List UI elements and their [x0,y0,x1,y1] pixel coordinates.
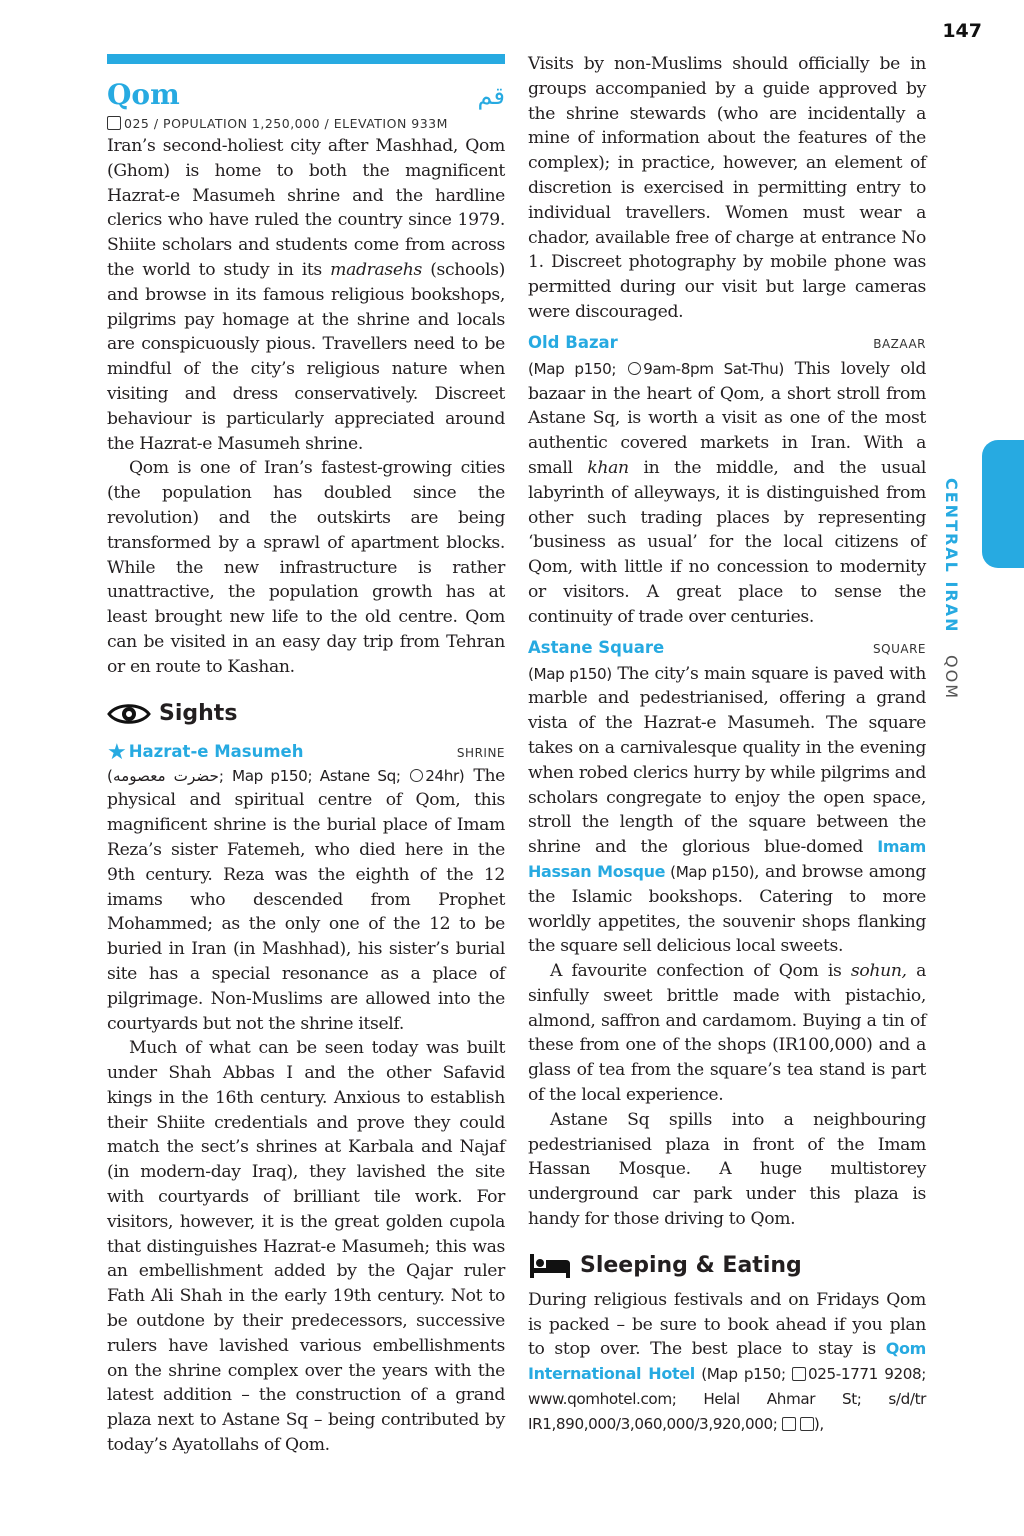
city-elevation: ELEVATION 933M [333,116,448,131]
hotel-info: (Map p150; 025-1771 9208; www.qomhotel.com; Helal Ahmar St; s/d/tr IR1,890,000/3,060,000/3,920,000; ), [528,1365,926,1433]
astane-entry-name[interactable]: Astane Square [528,637,665,657]
city-header [107,78,505,110]
city-population: POPULATION 1,250,000 [163,116,321,131]
astane-entry-header [528,638,926,662]
hazrat-entry-type: SHRINE [456,745,505,760]
star-icon: ★ [107,739,127,765]
qom-international-hotel-link[interactable]: Qom International Hotel [528,1339,926,1384]
phone-icon [107,116,121,130]
right-column [528,52,926,1437]
clock-icon [628,362,641,375]
intro-paragraph-2: Qom is one of Iran’s fastest-growing cities (the population has doubled since the revolution) and the outskirts are being transformed by a sprawl of apartment blocks. While the new infrastructure is rather unattractive, the population growth has at least brought new life to the old centre. Qom can be visited in an easy day trip from Tehran or en route to Kashan. [107,458,505,677]
hazrat-entry-name[interactable]: Hazrat-e Masumeh [128,741,304,761]
air-conditioning-icon [782,1417,796,1431]
meta-separator: / [320,116,334,131]
hazrat-paragraph-3: Visits by non-Muslims should officially be in groups accompanied by a guide approved by the shrine stewards (who are incidentally a mine of information about the features of the complex); in practice, however, an element of discretion is exercised in permitting entry to individual travellers. Women must wear a chador, available free of charge at entrance No 1. Discreet photography by mobile phone was permitted during our visit but large cameras were discouraged. [528,54,926,322]
left-column [107,52,505,1458]
intro-paragraph-1: Iran’s second-holiest city after Mashhad, Qom (Ghom) is home to both the magnificent Hazrat-e Masumeh shrine and the hardline clerics who have ruled the country since 1979. Shiite scholars and students come from across the world to study in its madrasehs (schools) and browse in its famous religious bookshops, pilgrims pay homage at the shrine and locals are conspicuously pious. Travellers need to be mindful of the city’s religious nature when visiting and dress conservatively. Discreet behaviour is particularly appreciated around the Hazrat-e Masumeh shrine. [107,136,505,454]
imam-hassan-mosque-link[interactable]: Imam Hassan Mosque [528,837,926,881]
imam-hassan-info: (Map p150) [665,862,755,881]
sleeping-paragraph: During religious festivals and on Fridays Qom is packed – be sure to book ahead if you plan to stop over. The best place to stay is Qom International Hotel (Map p150; 025-1771 9208; www.qomhotel.com; Helal Ahmar St; s/d/tr IR1,890,000/3,060,000/3,920,000; ), [528,1289,926,1433]
city-phone-code: 025 [124,116,150,131]
hazrat-paragraph-2: Much of what can be seen today was built under Shah Abbas I and the other Safavid kings in the 16th century. Anxious to establish their Shiite credentials and prove they could match the sect’s shrines at Karbala and Najaf (in modern-day Iraq), they lavished the site with courtyards of brilliant tile work. For visitors, however, it is the great golden cupola that distinguishes Hazrat-e Masumeh; this was an embellishment added by the Qajar ruler Fath Ali Shah in the early 19th century. Not to be outdone by their predecessors, successive rulers have lavished various embellishments on the shrine complex over the years with the latest addition – the construction of a grand plaza next to Astane Sq – being contributed by today’s Ayatollahs of Qom. [107,1038,505,1456]
clock-icon [410,769,423,782]
meta-separator: / [149,116,164,131]
chapter-side-label [942,478,961,700]
bazar-entry-name[interactable]: Old Bazar [528,332,618,352]
astane-paragraph-1: (Map p150) The city’s main square is paved with marble and pedestrianised, offering a grand vista of the Hazrat-e Masumeh. The square takes on a carnivalesque quality in the evening when robed clerics hurry by while pilgrims and scholars congregate to enjoy the open space, stroll the length of the square between the shrine and the glorious blue-domed Imam Hassan Mosque (Map p150), and browse among the Islamic bookshops. Catering to more worldly appetites, the souvenir shops flanking the square sell delicious local sweets. [528,663,927,957]
wifi-icon [800,1417,814,1431]
astane-info: (Map p150) [528,664,612,683]
title-rule [107,54,505,64]
hazrat-entry-header [107,740,505,764]
bazar-entry-header [528,333,926,357]
astane-entry-type: SQUARE [873,641,926,656]
city-meta [107,114,505,134]
eye-icon [107,701,151,727]
astane-paragraph-2: A favourite confection of Qom is sohun, a sinfully sweet brittle made with pistachio, almond, saffron and cardamom. Buying a tin of these from one of the shops (IR100,000) and a glass of tea from the square’s tea stand is part of the local experience. [528,961,926,1106]
chapter-tab [982,440,1024,568]
bed-icon [528,1252,572,1280]
bazar-entry-type: BAZAAR [873,336,926,351]
section-label: CENTRAL IRAN [942,478,961,634]
bazar-paragraph: (Map p150; 9am-8pm Sat-Thu) This lovely old bazaar in the heart of Qom, a short stroll from Astane Sq, is worth a visit as one of the most authentic covered markets in Iran. With a small khan in the middle, and the usual labyrinth of alleyways, it is distinguished from other such trading places by representing ‘business as usual’ for the local citizens of Qom, with little if no concession to modernity or visitors. A great place to sense the continuity of trade over centuries. [528,358,926,627]
hazrat-paragraph-1: (حضرت معصومه; Map p150; Astane Sq; 24hr) The physical and spiritual centre of Qom, this magnificent shrine is the burial place of Imam Reza’s sister Fatemeh, who died here in the 9th century. Reza was the eighth of the 12 imams who descended from Prophet Mohammed; as the only one of the 12 to be buried in Iran (in Mashhad), his sister’s burial site has a special resonance as a place of pilgrimage. Non-Muslims are allowed into the courtyards but not the shrine itself. [107,765,505,1034]
page-number: 147 [942,20,982,42]
bazar-info: (Map p150; 9am-8pm Sat-Thu) [528,359,784,378]
chapter-label: QOM [942,654,961,700]
city-title: Qom [107,78,180,111]
sleeping-heading: Sleeping & Eating [528,1248,926,1284]
phone-icon [792,1367,806,1381]
hazrat-info: (حضرت معصومه; Map p150; Astane Sq; 24hr) [107,766,465,785]
sights-heading: Sights [107,696,505,732]
astane-paragraph-3: Astane Sq spills into a neighbouring pedestrianised plaza in front of the Imam Hassan Mosque. A huge multistorey underground car park under this plaza is handy for those driving to Qom. [528,1109,926,1230]
city-arabic-name: قم [477,82,505,110]
